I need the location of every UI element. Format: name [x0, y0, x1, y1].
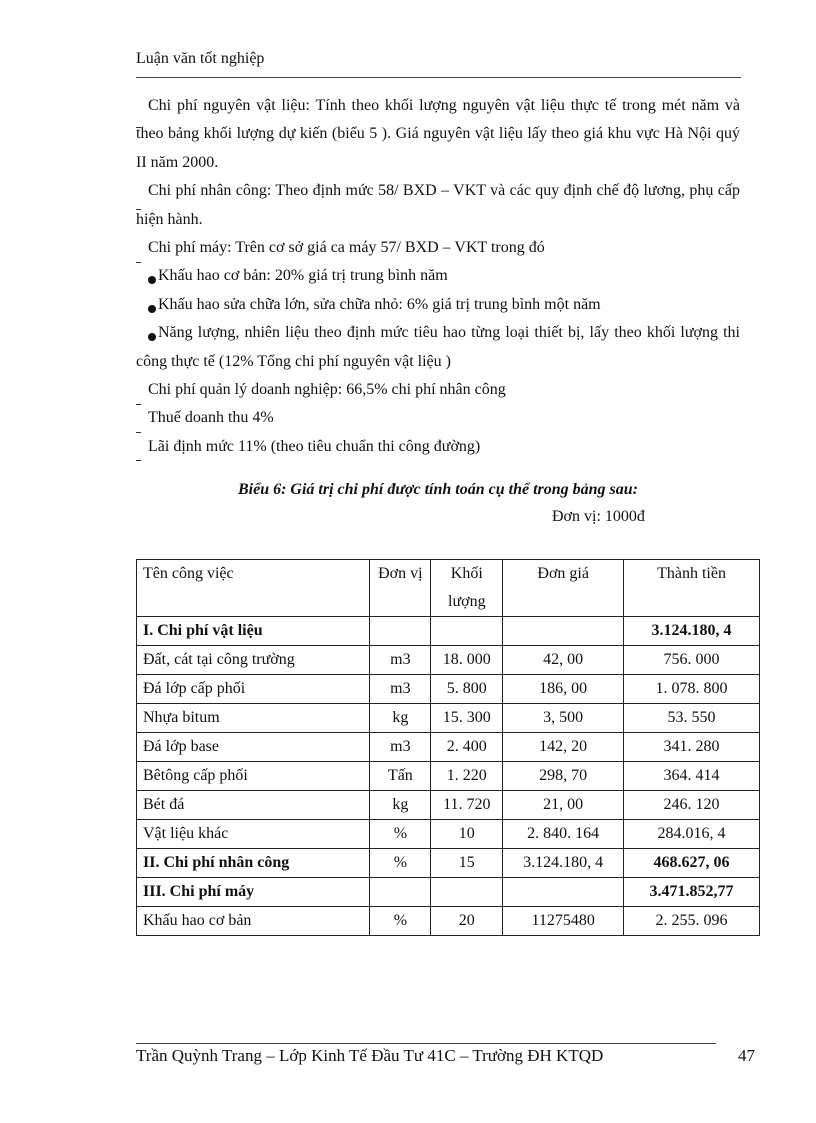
table-row — [137, 849, 760, 878]
paragraph-labor-cost: Chi phí nhân công: Theo định mức 58/ BXD – VKT và các quy định chế độ lương, phụ cấp hiện hành. — [136, 182, 740, 228]
table-cell: 2. 255. 096 — [624, 907, 760, 936]
paragraph-material-cost: Chi phí nguyên vật liệu: Tính theo khối lượng nguyên vật liệu thực tế trong mét năm và theo bảng khối lượng dự kiến (biểu 5 ). Giá nguyên vật liệu lấy theo giá khu vực Hà Nội quý II năm 2000. — [136, 97, 740, 171]
table-cell: Đá lớp base — [137, 733, 370, 762]
bullet-text: Khấu hao cơ bản: 20% giá trị trung bình năm — [158, 267, 448, 285]
table-cell: Vật liệu khác — [137, 820, 370, 849]
table-cell: 1. 078. 800 — [624, 675, 760, 704]
dash-marker — [136, 460, 141, 461]
table-cell — [431, 878, 503, 907]
table-cell: 246. 120 — [624, 791, 760, 820]
dash-marker — [136, 404, 141, 405]
header-divider — [136, 77, 741, 78]
header-cell: Khối lượng — [431, 560, 503, 617]
header-cell: Tên công việc — [137, 560, 370, 617]
header-cell: Thành tiền — [624, 560, 760, 617]
bullet-text: Năng lượng, nhiên liệu theo định mức tiêu hao từng loại thiết bị, lấy theo khối lượng thi công thực tế (12% Tổng chi phí nguyên vật liệu ) — [136, 324, 740, 370]
table-row — [137, 878, 760, 907]
table-cell: Nhựa bitum — [137, 704, 370, 733]
table-cell: Tấn — [370, 762, 431, 791]
table-cell: 142, 20 — [503, 733, 624, 762]
table-cell: % — [370, 907, 431, 936]
paragraph-profit-rate: Lãi định mức 11% (theo tiêu chuẩn thi công đường) — [148, 437, 481, 455]
cost-table — [136, 559, 760, 936]
table-row — [137, 646, 760, 675]
table-row — [137, 733, 760, 762]
table-row — [137, 791, 760, 820]
table-row — [137, 907, 760, 936]
table-cell: 284.016, 4 — [624, 820, 760, 849]
table-cell: % — [370, 849, 431, 878]
table-cell — [503, 878, 624, 907]
bullet-item — [136, 262, 740, 290]
bullet-dot-icon — [148, 333, 156, 341]
table-cell: 341. 280 — [624, 733, 760, 762]
table-row — [137, 675, 760, 704]
table-cell: 2. 400 — [431, 733, 503, 762]
table-cell: 18. 000 — [431, 646, 503, 675]
table-cell: 3.124.180, 4 — [503, 849, 624, 878]
table-cell: 53. 550 — [624, 704, 760, 733]
table-cell: 11275480 — [503, 907, 624, 936]
dash-marker — [136, 127, 141, 128]
table-cell: % — [370, 820, 431, 849]
table-caption: Biểu 6: Giá trị chi phí được tính toán cụ thể trong bảng sau: — [237, 481, 639, 498]
table-row — [137, 704, 760, 733]
dash-marker — [136, 432, 141, 433]
table-row — [137, 820, 760, 849]
table-cell: m3 — [370, 733, 431, 762]
table-cell: m3 — [370, 675, 431, 704]
table-cell: 20 — [431, 907, 503, 936]
table-cell: 756. 000 — [624, 646, 760, 675]
table-cell: 11. 720 — [431, 791, 503, 820]
table-cell: 21, 00 — [503, 791, 624, 820]
table-cell: 15. 300 — [431, 704, 503, 733]
table-cell: Đá lớp cấp phối — [137, 675, 370, 704]
table-cell: 1. 220 — [431, 762, 503, 791]
table-cell: 3.124.180, 4 — [624, 617, 760, 646]
dash-marker — [136, 209, 141, 210]
table-cell — [431, 617, 503, 646]
bullet-text: Khấu hao sửa chữa lớn, sửa chữa nhỏ: 6% giá trị trung bình một năm — [158, 295, 601, 313]
table-cell: Bét đá — [137, 791, 370, 820]
table-cell: 15 — [431, 849, 503, 878]
table-row — [137, 762, 760, 791]
bullet-dot-icon — [148, 305, 156, 313]
body-text — [136, 92, 740, 461]
table-cell: 186, 00 — [503, 675, 624, 704]
table-cell: Đất, cát tại công trường — [137, 646, 370, 675]
table-cell: Bêtông cấp phối — [137, 762, 370, 791]
table-cell: III. Chi phí máy — [137, 878, 370, 907]
table-cell: m3 — [370, 646, 431, 675]
paragraph-machine-cost: Chi phí máy: Trên cơ sở giá ca máy 57/ BXD – VKT trong đó — [148, 239, 545, 257]
bullet-item — [136, 291, 740, 319]
table-row — [137, 617, 760, 646]
footer-text: Trần Quỳnh Trang – Lớp Kinh Tế Đầu Tư 41C – Trường ĐH KTQD — [136, 1046, 604, 1065]
table-cell: II. Chi phí nhân công — [137, 849, 370, 878]
table-cell — [370, 878, 431, 907]
table-cell: 468.627, 06 — [624, 849, 760, 878]
table-cell — [503, 617, 624, 646]
bullet-dot-icon — [148, 276, 156, 284]
dash-marker — [136, 262, 141, 263]
header-cell: Đơn giá — [503, 560, 624, 617]
table-cell: 42, 00 — [503, 646, 624, 675]
unit-label: Đơn vị: 1000đ — [552, 508, 645, 525]
table-cell: kg — [370, 791, 431, 820]
table-cell: 10 — [431, 820, 503, 849]
table-cell: 5. 800 — [431, 675, 503, 704]
footer-divider — [136, 1043, 716, 1044]
table-cell: 3, 500 — [503, 704, 624, 733]
paragraph-management-cost: Chi phí quản lý doanh nghiệp: 66,5% chi phí nhân công — [148, 381, 506, 399]
table-cell: I. Chi phí vật liệu — [137, 617, 370, 646]
page-number: 47 — [738, 1046, 755, 1065]
table-cell — [370, 617, 431, 646]
table-cell: 364. 414 — [624, 762, 760, 791]
header-cell: Đơn vị — [370, 560, 431, 617]
table-cell: kg — [370, 704, 431, 733]
table-cell: Khấu hao cơ bản — [137, 907, 370, 936]
table-cell: 3.471.852,77 — [624, 878, 760, 907]
table-cell: 2. 840. 164 — [503, 820, 624, 849]
table-header-row — [137, 560, 760, 617]
paragraph-revenue-tax: Thuế doanh thu 4% — [148, 409, 274, 427]
bullet-item — [136, 319, 740, 376]
table-cell: 298, 70 — [503, 762, 624, 791]
page-header-title: Luận văn tốt nghiệp — [136, 50, 265, 67]
